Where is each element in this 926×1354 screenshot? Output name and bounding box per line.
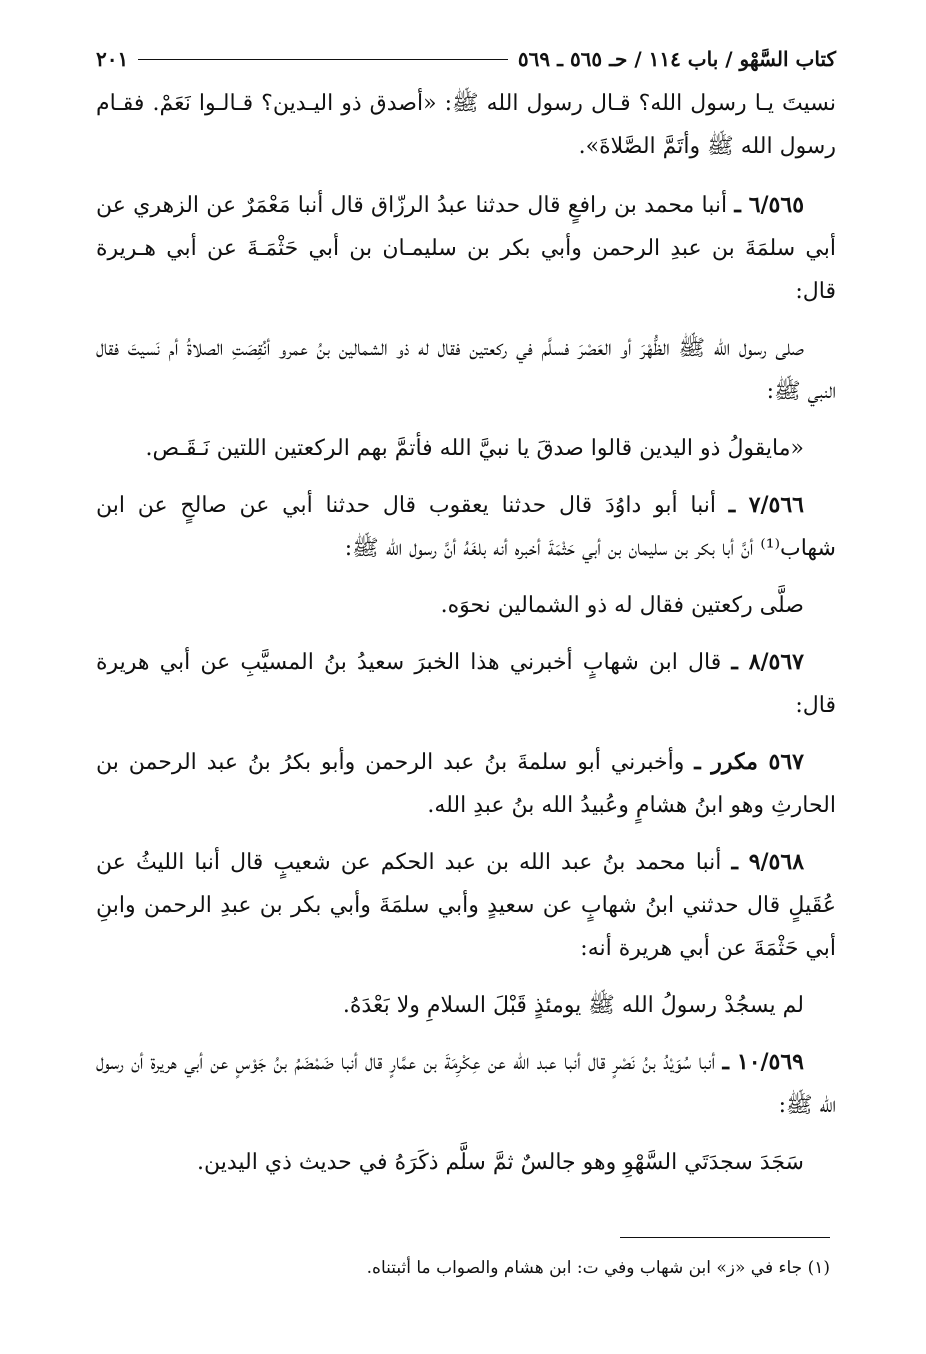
paragraph-text: نسيتَ يـا رسول الله؟ قـال رسول الله ﷺ: «أصدق ذو اليـدين؟ قـالـوا نَعَمْ. فقـام رسول الله ﷺ وأتَمَّ الصَّلاةَ». <box>96 91 836 159</box>
paragraph <box>96 327 836 413</box>
paragraph <box>96 427 836 470</box>
footnote-rule <box>620 1237 830 1238</box>
paragraph-text: قال ابن شهابٍ أخبرني هذا الخبرَ سعيدُ بنُ المسيَّبِ عن أبي هريرة قال: <box>96 650 836 718</box>
hadith-number: ٧/٥٦٦ ـ <box>728 492 804 518</box>
paragraph-text: أنبا محمد بن رافعٍ قال حدثنا عبدُ الرزّاق قال أنبا مَعْمَرٌ عن الزهري عن أبي سلمَةَ بن عبدِ الرحمن وأبي بكر بن سليمـان بن أبي حَثْمَـةَ عن أبي هـريرة قال: <box>96 193 836 304</box>
paragraph-text: أنبا محمد بنُ عبد الله بن عبد الحكم عن شعيبٍ قال أنبا الليثُ عن عُقَيلٍ قال حدثني ابنُ شهابٍ عن سعيدٍ وأبي سلمَةَ وأبي بكر بن عبدِ الرحمن وابنِ أبي حَثْمَةَ عن أبي هريرة أنه: <box>96 850 836 961</box>
paragraph-text: سَجَدَ سجدَتَي السَّهْوِ وهو جالسٌ ثمَّ سلَّم ذكَرَهُ في حديث ذي اليدين. <box>196 1150 804 1175</box>
paragraph <box>96 1141 836 1184</box>
paragraph-text: وأخبرني أبو سلمةَ بنُ عبد الرحمن وأبو بكرُ بنُ عبد الرحمن بن الحارثِ وهو ابنُ هشامٍ وعُبيدُ الله بنُ عبدِ الله. <box>96 750 836 818</box>
hadith-paragraph <box>96 841 836 970</box>
hadith-number: ٩/٥٦٨ ـ <box>731 849 805 875</box>
paragraph-text: أنبا سُوَيْدُ بنُ نَصْرٍ قال أنبا عبد الله عن عِكْرِمَةَ بن عمَّارٍ قال أنبا ضَمْضَمُ بنُ جَوْسٍ عن أبي هريرة أن رسول الله ﷺ: <box>96 1050 836 1118</box>
paragraph <box>96 984 836 1027</box>
hadith-number: ٦/٥٦٥ ـ <box>734 192 805 218</box>
hadith-number: ٨/٥٦٧ ـ <box>731 649 804 675</box>
hadith-paragraph <box>96 741 836 827</box>
paragraph-text: صلَّى ركعتين فقال له ذو الشمالين نحوَه. <box>440 593 804 618</box>
hadith-number: ٥٦٧ مكرر ـ <box>694 749 804 775</box>
hadith-paragraph <box>96 184 836 313</box>
paragraph-text: «مايقولُ ذو اليدين قالوا صدقَ يا نبيَّ الله فأتمَّ بهم الركعتين اللتين نَـقَـص. <box>145 436 804 461</box>
page <box>96 36 836 1198</box>
hadith-paragraph <box>96 484 836 570</box>
chapter-title: كتاب السَّهْو / باب ١١٤ / حـ ٥٦٥ ـ ٥٦٩ <box>517 47 836 71</box>
paragraph-text: صلى رسول الله ﷺ الظُّهْرَ أو العَصْرَ فسلَّم في ركعتين فقال له ذو الشمالين بنُ عمرو أنُقِصَتِ الصلاةُ أم نَسيتَ فقال النبي ﷺ: <box>96 336 836 404</box>
paragraph-text: لم يسجُدْ رسولُ الله ﷺ يومئذٍ قَبْلَ السلامِ ولا بَعْدَهُ. <box>342 993 804 1018</box>
page-number: ٢٠١ <box>96 47 129 71</box>
paragraph <box>96 82 836 168</box>
footnote-text: (١) جاء في «ز» ابن شهاب وفي ت: ابن هشام والصواب ما أثبتناه. <box>366 1258 830 1278</box>
hadith-paragraph <box>96 641 836 727</box>
running-header <box>96 36 836 82</box>
hadith-number: ١٠/٥٦٩ ـ <box>722 1049 804 1075</box>
hadith-paragraph <box>96 1041 836 1127</box>
body-text <box>96 82 836 1184</box>
paragraph-text: أنبا أبو داوُدَ قال حدثنا يعقوب قال حدثنا أبي عن صالحٍ عن ابن شهاب⁽¹⁾ أنَّ أبا بكر بن سليمان بن أبي حَثْمَةَ أخبره أنه بلغَهُ أنَّ رسول الله ﷺ: <box>96 493 836 561</box>
header-rule <box>138 59 508 60</box>
paragraph <box>96 584 836 627</box>
footnote <box>90 1254 830 1282</box>
